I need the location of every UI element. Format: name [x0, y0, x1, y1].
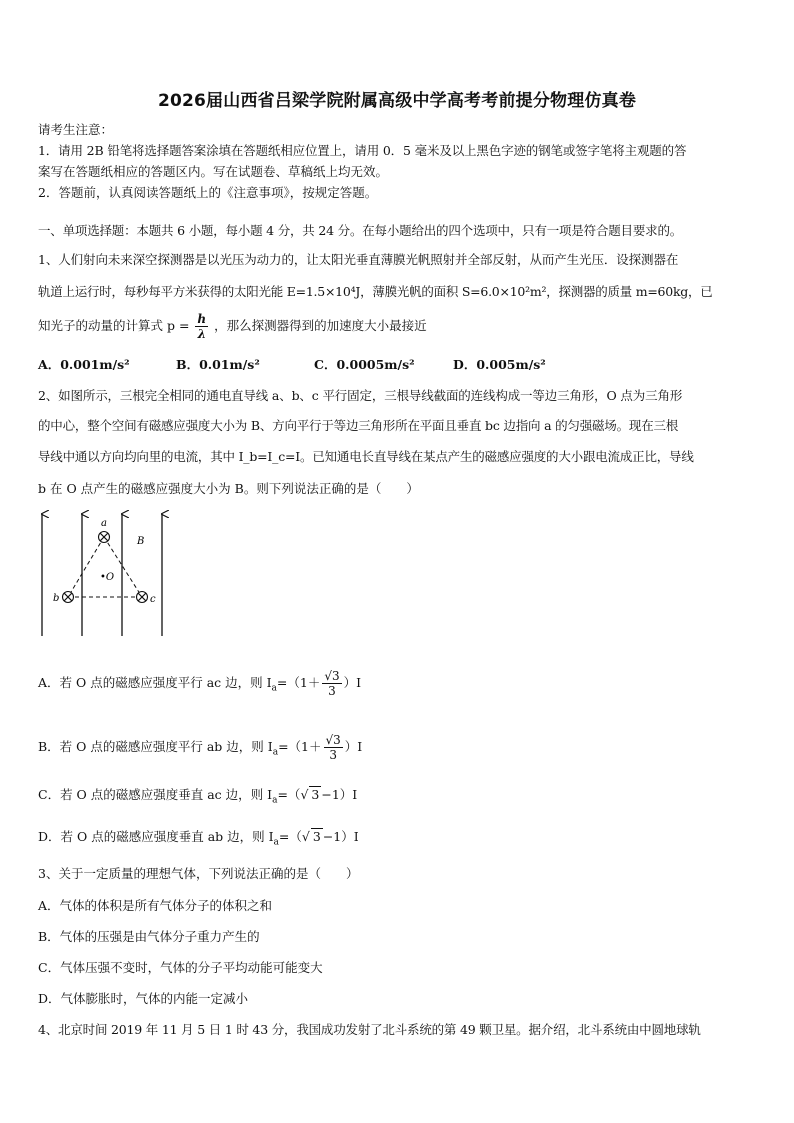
q1-option-d[interactable]: D．0.005m/s²: [453, 357, 546, 372]
q2-option-d[interactable]: D．若 O 点的磁感应强度垂直 ab 边，则 $I_a=(√$ 3 −1）I: [38, 829, 359, 848]
q3-option-b[interactable]: B．气体的压强是由气体分子重力产生的: [38, 929, 260, 944]
triangle-dashed: [68, 536, 145, 597]
q2-option-c-sub: a: [272, 795, 278, 806]
q2-option-b[interactable]: [38, 733, 362, 762]
section-heading-single-choice: 一、单项选择题：本题共 6 小题，每小题 4 分，共 24 分。在每小题给出的四个选项中，只有一项是符合题目要求的。: [38, 223, 683, 238]
notice-heading: 请考生注意：: [38, 122, 114, 137]
exam-title: 2026届山西省吕梁学院附属高级中学高考考前提分物理仿真卷: [157, 91, 637, 111]
q2-figure: [32, 508, 182, 638]
q1-option-a[interactable]: A．0.001m/s²: [38, 357, 130, 372]
q2-option-c-eq: =（: [277, 787, 301, 802]
q2-option-c-text: C．若 O 点的磁感应强度垂直 ac 边，则 I: [38, 787, 273, 802]
q3-option-a[interactable]: A．气体的体积是所有气体分子的体积之和: [38, 898, 273, 913]
label-o: •O: [100, 572, 115, 583]
q2-option-c-post: −1）I: [321, 787, 358, 802]
label-field-b: B: [137, 536, 145, 547]
wire-b: [63, 592, 74, 603]
notice-item-2: 2．答题前，认真阅读答题纸上的《注意事项》，按规定答题。: [38, 185, 378, 200]
q2-stem-line-4: b 在 O 点产生的磁感应强度大小为 B。则下列说法正确的是（ ）: [38, 481, 419, 496]
q2-option-b-fraction: [324, 733, 343, 762]
q1-fraction-denominator: λ: [197, 327, 206, 341]
q2-option-b-num: √3: [325, 733, 341, 747]
q2-option-d-root: 3: [312, 829, 321, 844]
q2-option-a[interactable]: [38, 669, 361, 698]
q2-option-a-fraction: [322, 669, 341, 698]
q2-option-a-text: A．若 O 点的磁感应强度平行 ac 边，则 I: [38, 675, 272, 690]
wire-c: [137, 592, 148, 603]
q3-stem: 3、关于一定质量的理想气体，下列说法正确的是（ ）: [38, 866, 359, 881]
wire-a: [99, 532, 110, 543]
q2-option-b-eq: =（1＋: [278, 739, 322, 754]
q1-fraction-numerator: h: [197, 312, 207, 326]
q2-option-d-post: −1）I: [322, 829, 359, 844]
q1-stem-line-3: [38, 312, 758, 341]
q2-option-b-post: ）I: [344, 739, 363, 754]
label-b: b: [53, 593, 60, 604]
notice-item-1-line-1: 1．请用 2B 铅笔将选择题答案涂填在答题纸相应位置上，请用 0．5 毫米及以上黑色字迹的钢笔或签字笔将主观题的答: [38, 143, 687, 158]
q3-option-d[interactable]: D．气体膨胀时，气体的内能一定减小: [38, 991, 249, 1006]
q2-option-a-eq: =（1＋: [276, 675, 321, 690]
q1-line-3-prefix: 知光子的动量的计算式 p =: [38, 318, 190, 333]
q2-option-a-post: ）I: [343, 675, 362, 690]
q2-stem-line-2: 的中心，整个空间有磁感应强度大小为 B、方向平行于等边三角形所在平面且垂直 bc 边指向 a 的匀强磁场。现在三根: [38, 418, 679, 433]
q2-option-b-den: 3: [329, 748, 337, 762]
q2-option-c-root: 3: [311, 787, 320, 802]
q2-stem-line-3: 导线中通以方向均向里的电流，其中 I_b=I_c=I。已知通电长直导线在某点产生的磁感应强度的大小跟电流成正比，导线: [38, 449, 694, 464]
label-c: c: [150, 594, 156, 605]
q1-momentum-fraction: [195, 312, 208, 341]
q2-option-d-sub: a: [273, 837, 279, 848]
q2-option-a-num: √3: [324, 669, 340, 683]
q1-option-b[interactable]: B．0.01m/s²: [176, 357, 260, 372]
notice-item-1-line-2: 案写在答题纸相应的答题区内。写在试题卷、草稿纸上均无效。: [38, 164, 389, 179]
q2-option-b-sub: a: [272, 747, 279, 758]
q1-stem-line-2: 轨道上运行时，每秒每平方米获得的太阳光能 E=1.5×10⁴J，薄膜光帆的面积 S=6.0×10²m²，探测器的质量 m=60kg，已: [38, 284, 713, 299]
q1-line-3-suffix: ，那么探测器得到的加速度大小最接近: [214, 318, 427, 333]
q2-option-a-sub: a: [271, 683, 277, 694]
q1-stem-line-1: 1、人们射向未来深空探测器是以光压为动力的，让太阳光垂直薄膜光帆照射并全部反射，从而产生光压．设探测器在: [38, 252, 679, 267]
q2-option-c[interactable]: C．若 O 点的磁感应强度垂直 ac 边，则 $I_a=(√$ 3 −1）I: [38, 787, 358, 806]
q2-option-a-den: 3: [328, 684, 336, 698]
q2-option-d-eq: =（: [278, 829, 302, 844]
q2-stem-line-1: 2、如图所示，三根完全相同的通电直导线 a、b、c 平行固定，三根导线截面的连线构成一等边三角形，O 点为三角形: [38, 388, 683, 403]
q2-option-d-text: D．若 O 点的磁感应强度垂直 ab 边，则 I: [38, 829, 274, 844]
label-a: a: [101, 518, 107, 529]
q1-option-c[interactable]: C．0.0005m/s²: [314, 357, 415, 372]
q4-stem-line-1: 4、北京时间 2019 年 11 月 5 日 1 时 43 分，我国成功发射了北斗系统的第 49 颗卫星。据介绍，北斗系统由中圆地球轨: [38, 1022, 701, 1037]
triangle-edge-ab: [68, 537, 104, 597]
q2-option-b-text: B．若 O 点的磁感应强度平行 ab 边，则 I: [38, 739, 273, 754]
q3-option-c[interactable]: C．气体压强不变时，气体的分子平均动能可能变大: [38, 960, 323, 975]
